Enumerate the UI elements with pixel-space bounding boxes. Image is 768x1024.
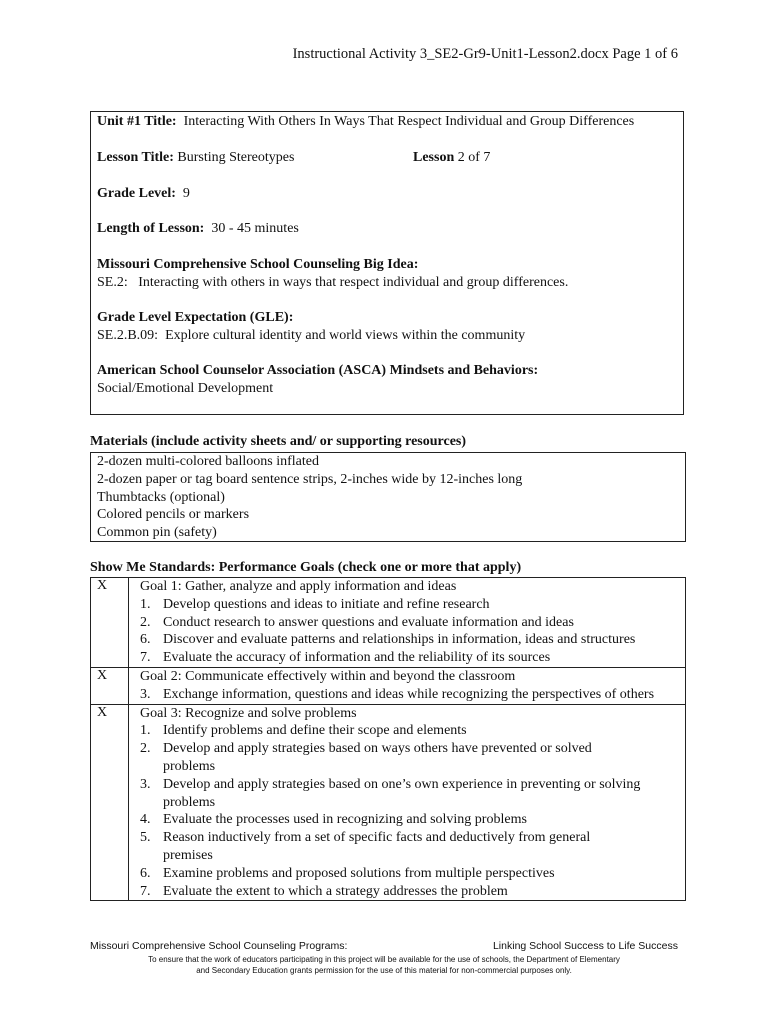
lesson-title-line: [97, 150, 294, 166]
unit-info-box: [90, 111, 684, 415]
unit-title: Interacting With Others In Ways That Respect Individual and Group Differences: [183, 114, 635, 129]
footer: [90, 940, 678, 952]
grade-level: 9: [182, 186, 190, 201]
footer-right: Linking School Success to Life Success: [492, 940, 678, 952]
materials-title: Materials (include activity sheets and/ or supporting resources): [90, 434, 467, 449]
gle-text: SE.2.B.09: Explore cultural identity and world views within the community: [97, 328, 526, 343]
performance-goals-table: [90, 577, 686, 901]
materials-item: 2-dozen paper or tag board sentence strips, 2-inches wide by 12-inches long: [97, 471, 523, 487]
goal-title: Goal 1: Gather, analyze and apply information and ideas: [140, 579, 457, 594]
goal-item: 3. Exchange information, questions and ideas while recognizing the perspectives of others: [140, 686, 655, 702]
footer-note-line-2: and Secondary Education grants permission for the use of this material for non-commercial purposes only.: [196, 966, 572, 975]
goal-content: [129, 704, 686, 901]
goal-item: 7. Evaluate the extent to which a strategy addresses the problem: [140, 883, 508, 899]
materials-item: Common pin (safety): [97, 525, 217, 541]
grade-level-label: Grade Level:: [97, 186, 176, 201]
asca-text: Social/Emotional Development: [97, 381, 274, 396]
goal-item: 2. Conduct research to answer questions and evaluate information and ideas: [140, 614, 574, 630]
lesson-length-line: [97, 221, 299, 237]
goal-item: 4. Evaluate the processes used in recognizing and solving problems: [140, 812, 527, 828]
lesson-number-label: Lesson: [413, 150, 455, 165]
goal-row: [91, 578, 686, 668]
gle-label: Grade Level Expectation (GLE):: [97, 310, 294, 325]
goal-item: 5. Reason inductively from a set of specific facts and deductively from general premises: [140, 830, 591, 863]
standards-title: Show Me Standards: Performance Goals (check one or more that apply): [90, 560, 522, 575]
goal-item: 7. Evaluate the accuracy of information and the reliability of its sources: [140, 650, 551, 666]
unit-title-label: Unit #1 Title:: [97, 114, 177, 129]
lesson-number-line: [413, 150, 490, 166]
goal-item: 3. Develop and apply strategies based on one’s own experience in preventing or solving problems: [140, 776, 641, 810]
goal-check-mark: X: [91, 667, 129, 704]
goal-item: 1. Identify problems and define their scope and elements: [140, 723, 467, 739]
grade-level-line: [97, 186, 190, 202]
goal-item: 6. Discover and evaluate patterns and relationships in information, ideas and structures: [140, 632, 636, 648]
lesson-length: 30 - 45 minutes: [211, 221, 299, 236]
goal-item: 1. Develop questions and ideas to initiate and refine research: [140, 596, 490, 612]
big-idea-text: SE.2: Interacting with others in ways that respect individual and group differences.: [97, 275, 569, 290]
document-header: Instructional Activity 3_SE2-Gr9-Unit1-Lesson2.docx Page 1 of 6: [292, 46, 678, 62]
big-idea-label: Missouri Comprehensive School Counseling Big Idea:: [97, 257, 419, 272]
goal-check-mark: X: [91, 578, 129, 668]
unit-title-line: [97, 114, 634, 130]
lesson-number: 2 of 7: [457, 150, 491, 165]
goal-content: [129, 578, 686, 668]
footer-note-line-1: To ensure that the work of educators participating in this project will be available for the use of schools, the Department of Elementary: [148, 955, 620, 964]
lesson-title: Bursting Stereotypes: [177, 150, 295, 165]
goal-title: Goal 3: Recognize and solve problems: [140, 705, 357, 721]
goal-content: [129, 667, 686, 704]
footer-left: Missouri Comprehensive School Counseling Programs:: [90, 940, 348, 952]
materials-item: Thumbtacks (optional): [97, 489, 225, 505]
materials-box: [90, 452, 686, 542]
goal-row: [91, 704, 686, 901]
goal-title: Goal 2: Communicate effectively within and beyond the classroom: [140, 668, 516, 684]
materials-item: Colored pencils or markers: [97, 507, 250, 523]
asca-label: American School Counselor Association (ASCA) Mindsets and Behaviors:: [97, 363, 539, 378]
goal-item: 6. Examine problems and proposed solutions from multiple perspectives: [140, 865, 555, 881]
lesson-title-label: Lesson Title:: [97, 150, 174, 165]
lesson-length-label: Length of Lesson:: [97, 221, 205, 236]
goal-row: [91, 667, 686, 704]
goal-check-mark: X: [91, 704, 129, 901]
goal-item: 2. Develop and apply strategies based on ways others have prevented or solved problems: [140, 741, 592, 774]
materials-item: 2-dozen multi-colored balloons inflated: [97, 454, 319, 469]
